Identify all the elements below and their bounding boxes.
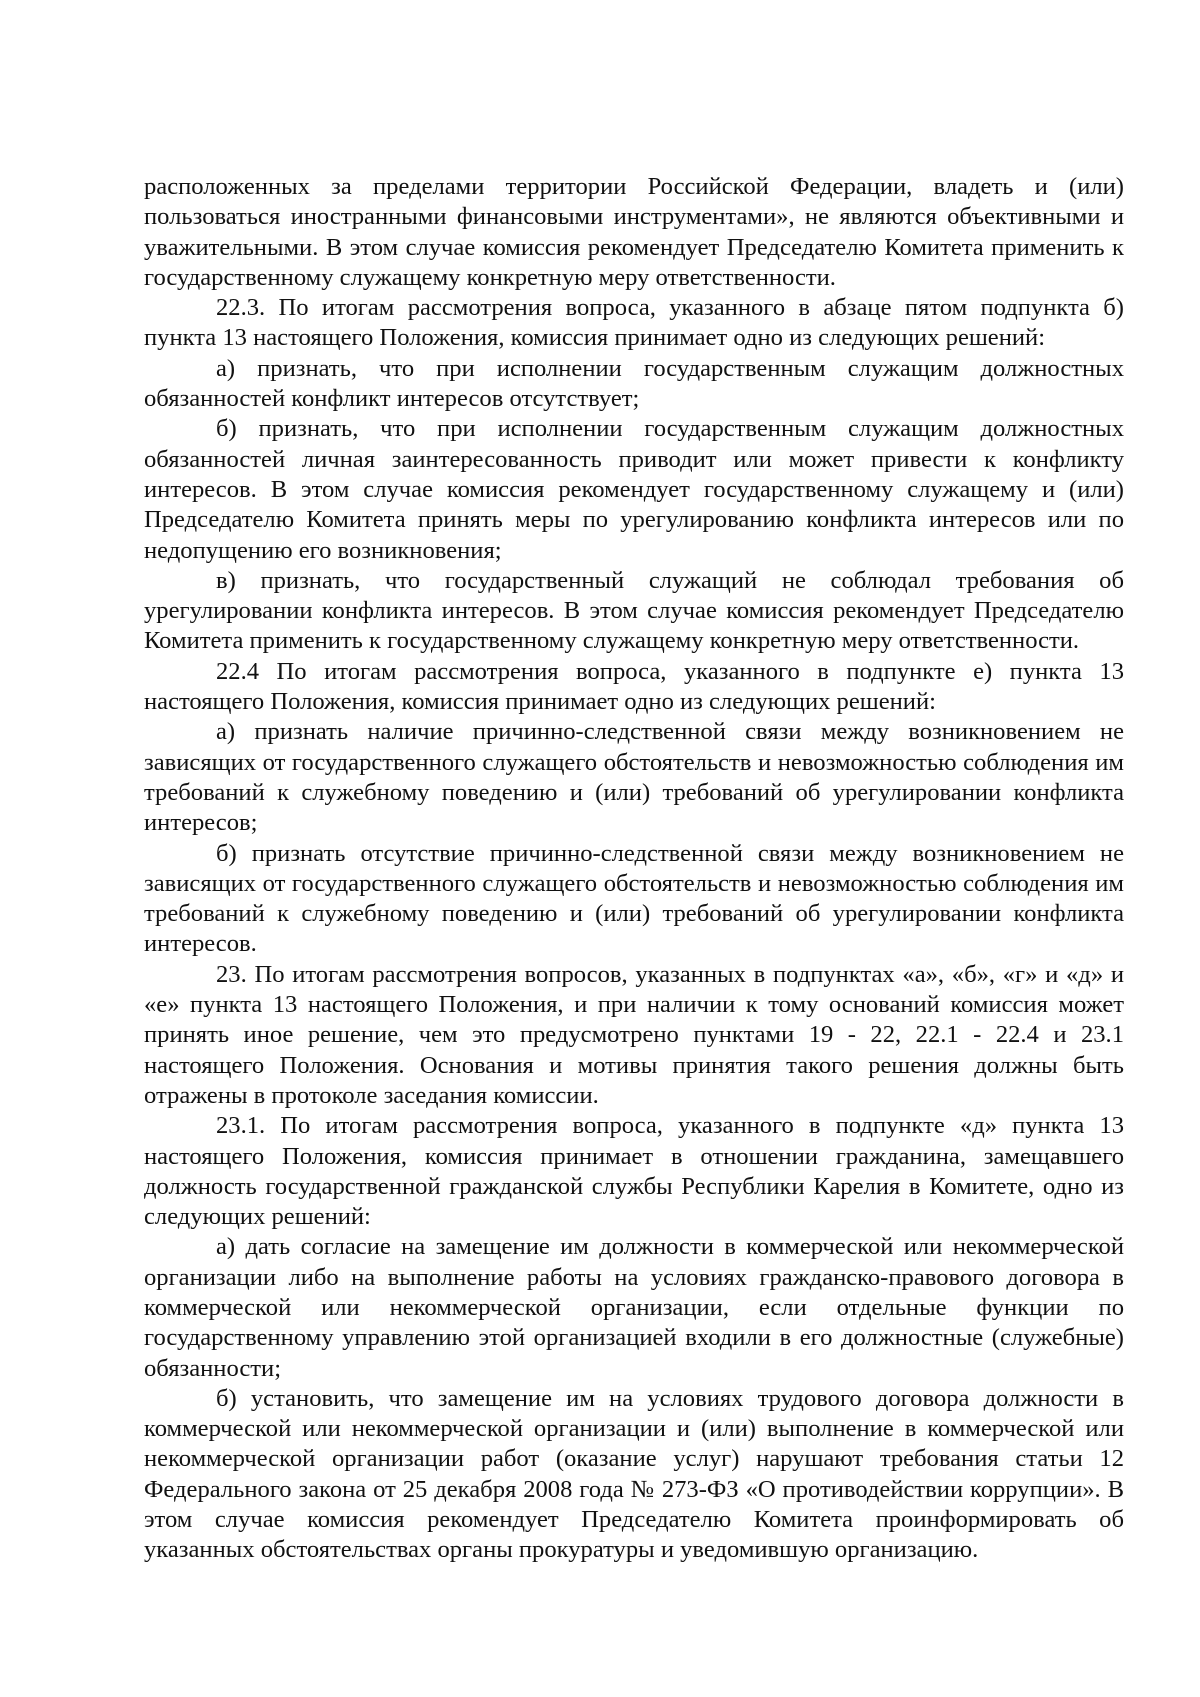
paragraph-22-4-b: б) признать отсутствие причинно-следственной связи между возникновением не зависящих от государственного служащего обстоятельств и невозможностью соблюдения им требований к служебному поведению и (или) требований об урегулировании конфликта интересов.	[144, 839, 1124, 958]
paragraph-22-4-a: а) признать наличие причинно-следственной связи между возникновением не зависящих от государственного служащего обстоятельств и невозможностью соблюдения им требований к служебному поведению и (или) требований об урегулировании конфликта интересов;	[144, 718, 1124, 837]
paragraph-22-3: 22.3. По итогам рассмотрения вопроса, указанного в абзаце пятом подпункта б) пункта 13 настоящего Положения, комиссия принимает одно из следующих решений:	[144, 294, 1124, 352]
paragraph-23-1-b: б) установить, что замещение им на условиях трудового договора должности в коммерческой или некоммерческой организации и (или) выполнение в коммерческой или некоммерческой организации работ (оказание услуг) нарушают требования статьи 12 Федерального закона от 25 декабря 2008 года № 273-ФЗ «О противодействии коррупции». В этом случае комиссия рекомендует Председателю Комитета проинформировать об указанных обстоятельствах органы прокуратуры и уведомившую организацию.	[144, 1384, 1124, 1564]
paragraph-23-1-a: а) дать согласие на замещение им должности в коммерческой или некоммерческой организации либо на выполнение работы на условиях гражданско-правового договора в коммерческой или некоммерческой организации, если отдельные функции по государственному управлению этой организацией входили в его должностные (служебные) обязанности;	[144, 1233, 1124, 1382]
paragraph-22-3-b: б) признать, что при исполнении государственным служащим должностных обязанностей личная заинтересованность приводит или может привести к конфликту интересов. В этом случае комиссия рекомендует государственному служащему и (или) Председателю Комитета принять меры по урегулированию конфликта интересов или по недопущению его возникновения;	[144, 415, 1124, 564]
paragraph-22-3-v: в) признать, что государственный служащий не соблюдал требования об урегулировании конфликта интересов. В этом случае комиссия рекомендует Председателю Комитета применить к государственному служащему конкретную меру ответственности.	[144, 566, 1124, 655]
document-page	[144, 172, 1124, 1566]
paragraph-23: 23. По итогам рассмотрения вопросов, указанных в подпунктах «а», «б», «г» и «д» и «е» пункта 13 настоящего Положения, и при наличии к тому оснований комиссия может принять иное решение, чем это предусмотрено пунктами 19 - 22, 22.1 - 22.4 и 23.1 настоящего Положения. Основания и мотивы принятия такого решения должны быть отражены в протоколе заседания комиссии.	[144, 960, 1124, 1109]
paragraph-23-1: 23.1. По итогам рассмотрения вопроса, указанного в подпункте «д» пункта 13 настоящего Положения, комиссия принимает в отношении гражданина, замещавшего должность государственной гражданской службы Республики Карелия в Комитете, одно из следующих решений:	[144, 1112, 1124, 1231]
paragraph-continuation: расположенных за пределами территории Российской Федерации, владеть и (или) пользоваться иностранными финансовыми инструментами», не являются объективными и уважительными. В этом случае комиссия рекомендует Председателю Комитета применить к государственному служащему конкретную меру ответственности.	[144, 173, 1124, 291]
paragraph-22-3-a: а) признать, что при исполнении государственным служащим должностных обязанностей конфликт интересов отсутствует;	[144, 354, 1124, 413]
paragraph-22-4: 22.4 По итогам рассмотрения вопроса, указанного в подпункте е) пункта 13 настоящего Положения, комиссия принимает одно из следующих решений:	[144, 657, 1124, 716]
